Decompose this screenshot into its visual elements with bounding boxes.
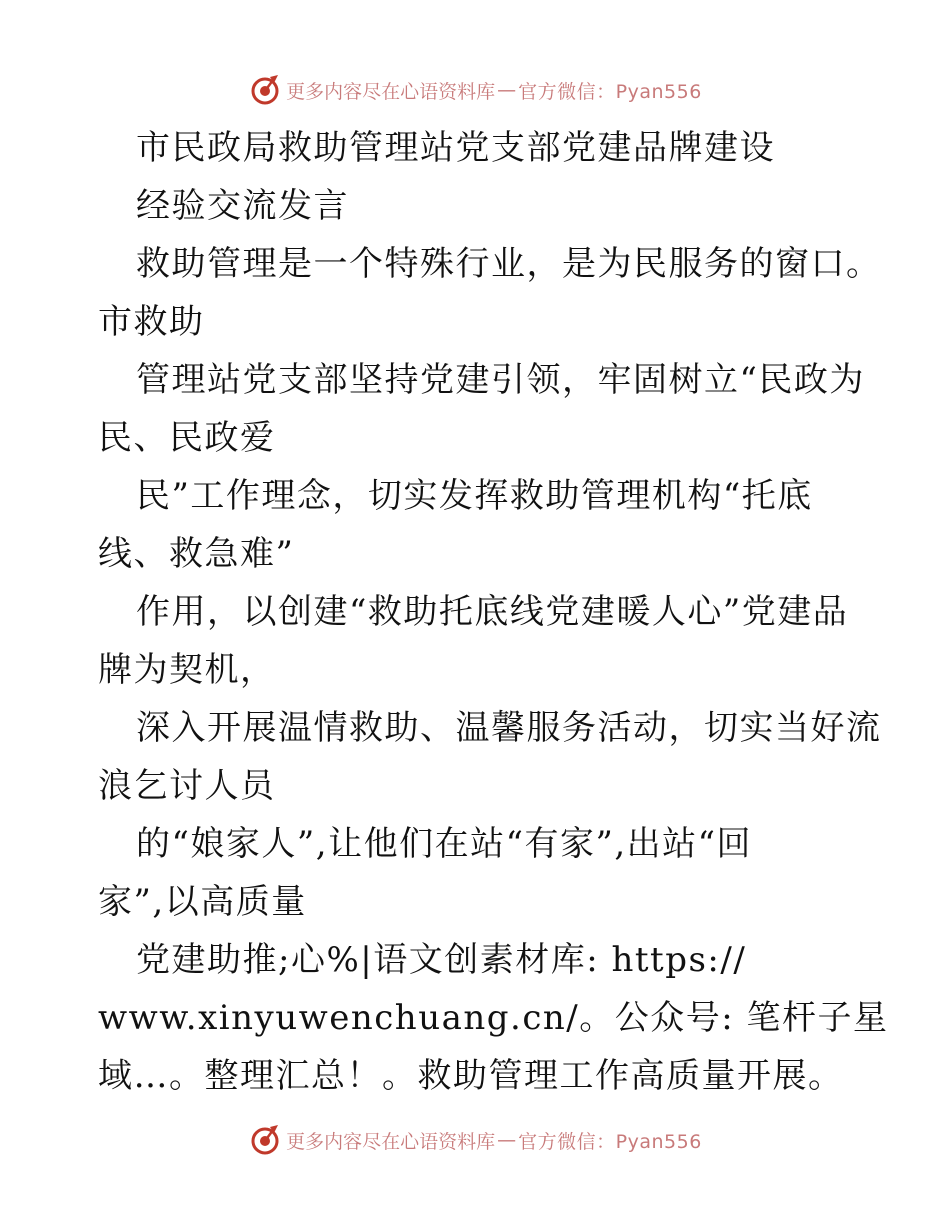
watermark-text: 更多内容尽在心语资料库: [286, 80, 496, 103]
document-title-line-1: 市民政局救助管理站党支部党建品牌建设: [136, 128, 775, 168]
watermark-separator: —: [497, 1129, 517, 1151]
watermark-separator: —: [497, 79, 517, 101]
text-line: www.xinyuwenchuang.cn/。公众号: 笔杆子星: [98, 998, 889, 1038]
text-line: 的“娘家人”,让他们在站“有家”,出站“回: [136, 824, 753, 864]
text-line: 家”,以高质量: [98, 882, 307, 922]
header-watermark: [0, 70, 950, 110]
quill-seal-icon: [248, 1123, 282, 1157]
quill-seal-icon: [248, 73, 282, 107]
footer-watermark: [0, 1120, 950, 1160]
text-line: 域…。整理汇总！。救助管理工作高质量开展。: [98, 1056, 844, 1096]
text-line: 民、民政爱: [98, 418, 276, 458]
text-line: 党建助推;心%|语文创素材库: https://: [136, 940, 747, 980]
text-line: 深入开展温情救助、温馨服务活动，切实当好流: [136, 708, 882, 748]
text-line: 管理站党支部坚持党建引领，牢固树立“民政为: [136, 360, 865, 400]
document-title-line-2: 经验交流发言: [136, 186, 349, 226]
watermark-account: 官方微信：Pyan556: [518, 80, 702, 103]
text-line: 牌为契机，: [98, 650, 276, 690]
text-line: 市救助: [98, 302, 205, 342]
text-line: 作用，以创建“救助托底线党建暖人心”党建品: [136, 592, 849, 632]
text-line: 浪乞讨人员: [98, 766, 276, 806]
watermark-text: 更多内容尽在心语资料库: [286, 1130, 496, 1153]
text-line: 救助管理是一个特殊行业，是为民服务的窗口。: [136, 244, 882, 284]
text-line: 民”工作理念，切实发挥救助管理机构“托底: [136, 476, 813, 516]
text-line: 线、救急难”: [98, 534, 295, 574]
watermark-account: 官方微信：Pyan556: [518, 1130, 702, 1153]
